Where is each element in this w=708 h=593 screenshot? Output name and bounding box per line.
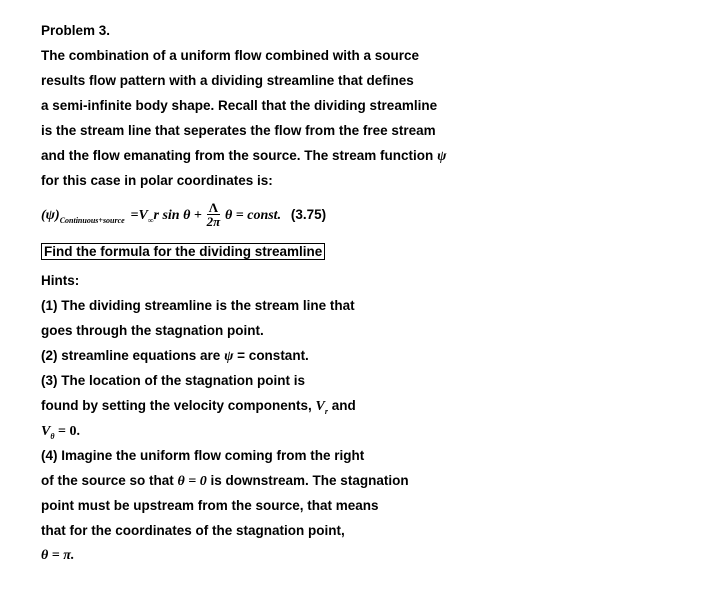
equation-infinity-subscript: ∞ — [147, 216, 154, 225]
boxed-task-text: Find the formula for the dividing streamline — [41, 243, 325, 260]
equation-fraction — [207, 201, 221, 229]
stream-function-equation — [41, 200, 326, 236]
hint-text: is downstream. The stagnation — [206, 473, 409, 488]
intro-line: results flow pattern with a dividing streamline that defines — [41, 73, 414, 88]
intro-line-with-psi — [41, 147, 446, 166]
boxed-task — [41, 243, 325, 261]
hint-text: (2) streamline equations are — [41, 348, 225, 363]
psi-symbol: ψ — [437, 149, 447, 164]
fraction-numerator: Λ — [207, 201, 221, 215]
equation-uniform-velocity: =V — [130, 208, 148, 223]
hint-line: goes through the stagnation point. — [41, 323, 264, 338]
intro-line: for this case in polar coordinates is: — [41, 173, 273, 188]
hint-line-4b — [41, 472, 409, 491]
hint-math: ψ — [224, 349, 234, 364]
hint-line: point must be upstream from the source, that means — [41, 498, 379, 513]
hint-math-vtheta: V — [41, 424, 51, 439]
hint-text: and — [328, 398, 356, 413]
hint-math: θ = 0 — [177, 474, 207, 489]
hint-math-vtheta-sub: θ — [50, 432, 55, 441]
intro-line-text: and the flow emanating from the source. The stream function — [41, 148, 434, 163]
hint-line: (3) The location of the stagnation point is — [41, 373, 305, 388]
hint-line: (1) The dividing streamline is the stream line that — [41, 298, 355, 313]
equation-lhs-subscript: Continuous+source — [59, 216, 125, 225]
hints-title: Hints: — [41, 273, 80, 288]
hint-math-vr: V — [315, 399, 325, 414]
fraction-denominator: 2π — [206, 214, 221, 230]
intro-line: The combination of a uniform flow combined with a source — [41, 48, 420, 63]
intro-line: a semi-infinite body shape. Recall that the dividing streamline — [41, 98, 438, 113]
hint-text: found by setting the velocity components, — [41, 398, 316, 413]
equation-label: (3.75) — [290, 207, 327, 222]
hint-line: that for the coordinates of the stagnation point, — [41, 523, 345, 538]
equation-tail: θ = const. — [224, 208, 282, 223]
hint-math-vr-sub: r — [324, 407, 328, 416]
hint-math-line: θ = π. — [41, 548, 75, 563]
equation-lhs: (ψ) — [41, 208, 60, 223]
hint-line-3b — [41, 397, 356, 421]
hint-text: of the source so that — [41, 473, 178, 488]
hint-line: (4) Imagine the uniform flow coming from the right — [41, 448, 365, 463]
problem-title: Problem 3. — [41, 23, 111, 38]
hint-line-2 — [41, 347, 309, 366]
hint-text: = constant. — [233, 348, 309, 363]
hint-math-tail: = 0. — [54, 424, 80, 439]
hint-line-3c — [41, 422, 80, 446]
intro-line: is the stream line that seperates the flow from the free stream — [41, 123, 436, 138]
equation-r-sin-theta: r sin θ + — [153, 208, 202, 223]
